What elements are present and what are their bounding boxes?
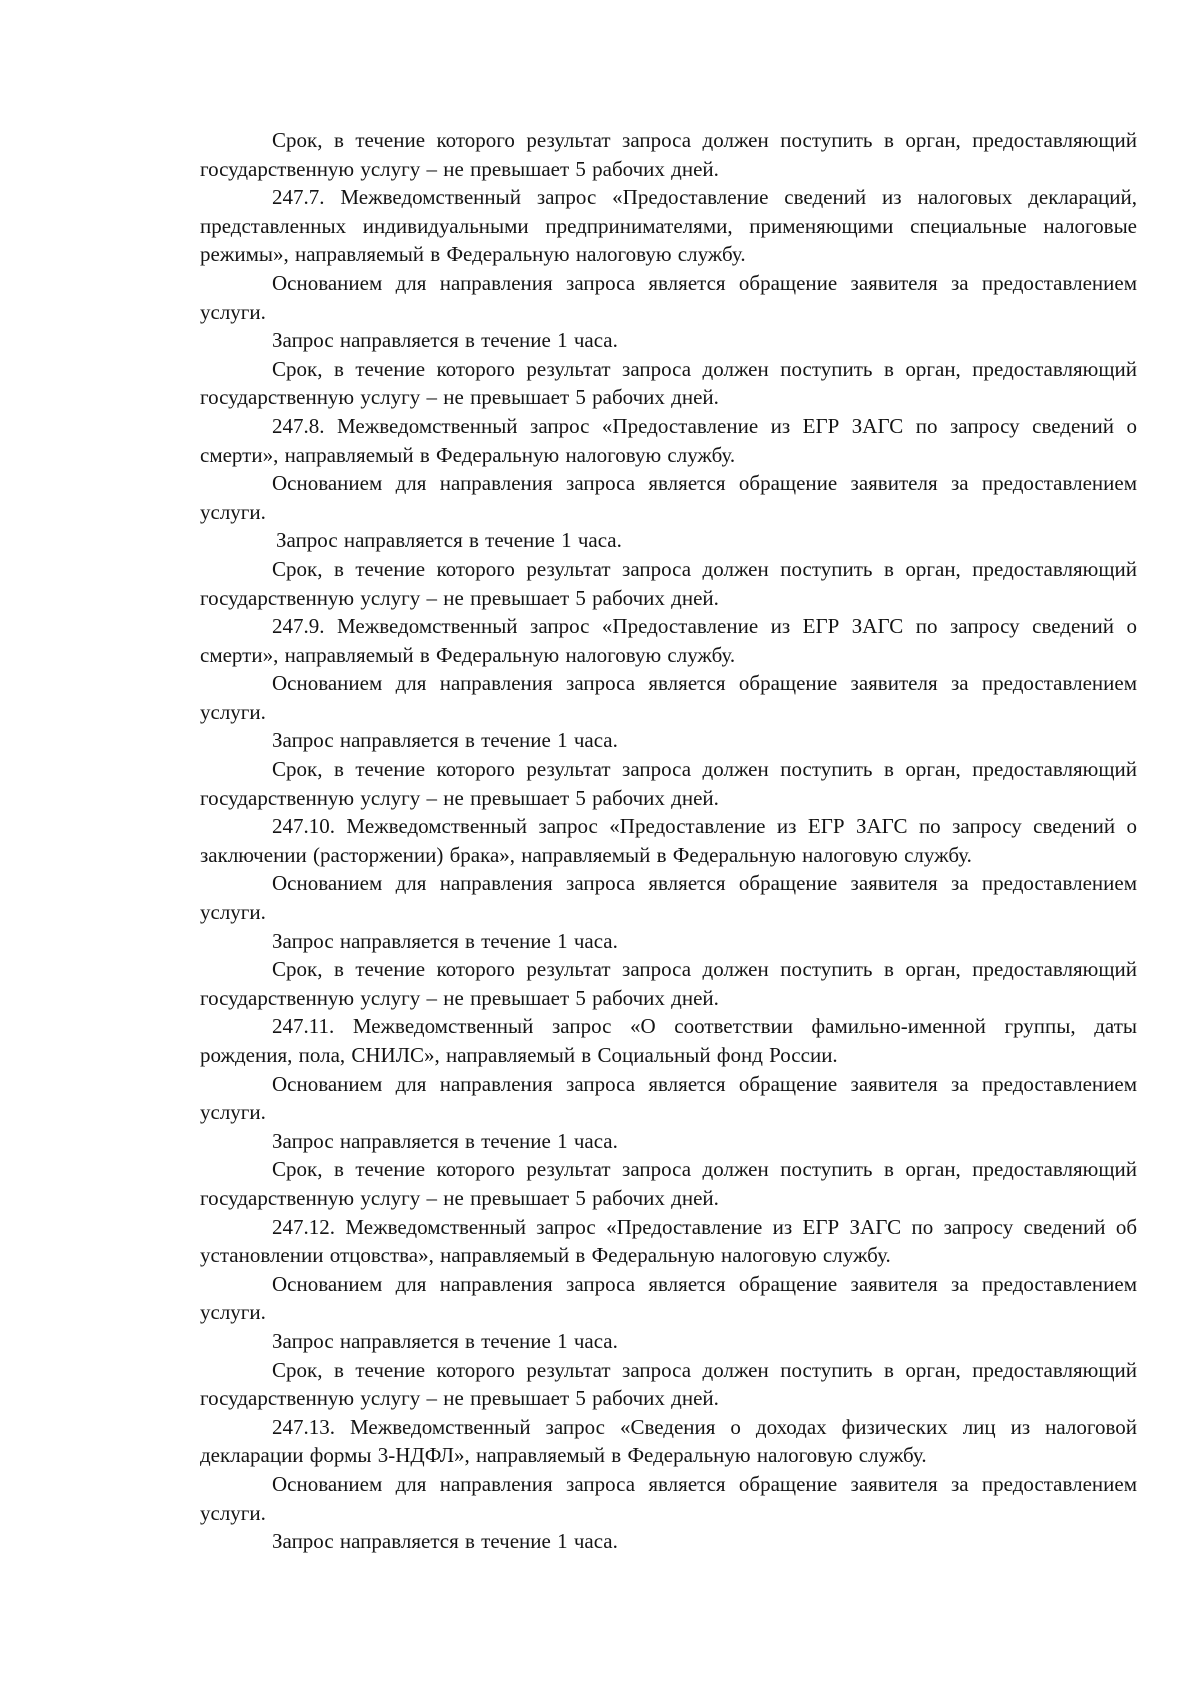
paragraph-basis: Основанием для направления запроса является обращение заявителя за предоставлением услуги.	[200, 1271, 1137, 1325]
paragraph-clause-247-9: 247.9. Межведомственный запрос «Предоставление из ЕГР ЗАГС по запросу сведений о смерти», направляемый в Федеральную налоговую службу.	[200, 614, 1137, 667]
paragraph-clause-247-7: 247.7. Межведомственный запрос «Предоставление сведений из налоговых деклараций, представленных индивидуальными предпринимателями, применяющими специальные налоговые режимы», направляемый в Федеральную налоговую службу.	[200, 185, 1137, 267]
paragraph-basis: Основанием для направления запроса является обращение заявителя за предоставлением услуги.	[200, 1071, 1137, 1125]
paragraph-send-time: Запрос направляется в течение 1 часа.	[272, 1529, 618, 1554]
paragraph-deadline: Срок, в течение которого результат запроса должен поступить в орган, предоставляющий государственную услугу – не превышает 5 рабочих дней.	[200, 757, 1137, 810]
paragraph-basis: Основанием для направления запроса является обращение заявителя за предоставлением услуги.	[200, 671, 1137, 724]
paragraph-deadline: Срок, в течение которого результат запроса должен поступить в орган, предоставляющий государственную услугу – не превышает 5 рабочих дней.	[200, 356, 1137, 410]
paragraph-clause-247-10: 247.10. Межведомственный запрос «Предоставление из ЕГР ЗАГС по запросу сведений о заключении (расторжении) брака», направляемый в Федеральную налоговую службу.	[200, 814, 1137, 867]
paragraph-clause-247-8: 247.8. Межведомственный запрос «Предоставление из ЕГР ЗАГС по запросу сведений о смерти», направляемый в Федеральную налоговую службу.	[200, 413, 1137, 467]
paragraph-clause-247-11: 247.11. Межведомственный запрос «О соответствии фамильно-именной группы, даты рождения, пола, СНИЛС», направляемый в Социальный фонд России.	[200, 1014, 1137, 1067]
paragraph-clause-247-13: 247.13. Межведомственный запрос «Сведения о доходах физических лиц из налоговой декларации формы 3-НДФЛ», направляемый в Федеральную налоговую службу.	[200, 1414, 1137, 1468]
paragraph-send-time: Запрос направляется в течение 1 часа.	[272, 928, 618, 953]
paragraph-send-time: Запрос направляется в течение 1 часа.	[276, 528, 622, 553]
paragraph-send-time: Запрос направляется в течение 1 часа.	[272, 328, 618, 353]
paragraph-send-time: Запрос направляется в течение 1 часа.	[272, 1328, 618, 1353]
paragraph-basis: Основанием для направления запроса является обращение заявителя за предоставлением услуги.	[200, 471, 1137, 524]
paragraph-deadline: Срок, в течение которого результат запроса должен поступить в орган, предоставляющий государственную услугу – не превышает 5 рабочих дней.	[200, 128, 1137, 181]
paragraph-basis: Основанием для направления запроса является обращение заявителя за предоставлением услуги.	[200, 871, 1137, 925]
paragraph-deadline: Срок, в течение которого результат запроса должен поступить в орган, предоставляющий государственную услугу – не превышает 5 рабочих дней.	[200, 1157, 1137, 1210]
document-body	[200, 126, 1137, 1556]
paragraph-clause-247-12: 247.12. Межведомственный запрос «Предоставление из ЕГР ЗАГС по запросу сведений об установлении отцовства», направляемый в Федеральную налоговую службу.	[200, 1214, 1137, 1268]
paragraph-send-time: Запрос направляется в течение 1 часа.	[272, 728, 618, 753]
paragraph-deadline: Срок, в течение которого результат запроса должен поступить в орган, предоставляющий государственную услугу – не превышает 5 рабочих дней.	[200, 556, 1137, 610]
paragraph-deadline: Срок, в течение которого результат запроса должен поступить в орган, предоставляющий государственную услугу – не превышает 5 рабочих дней.	[200, 1357, 1137, 1411]
paragraph-send-time: Запрос направляется в течение 1 часа.	[272, 1128, 618, 1153]
paragraph-deadline: Срок, в течение которого результат запроса должен поступить в орган, предоставляющий государственную услугу – не превышает 5 рабочих дней.	[200, 957, 1137, 1010]
paragraph-basis: Основанием для направления запроса является обращение заявителя за предоставлением услуги.	[200, 270, 1137, 324]
paragraph-basis: Основанием для направления запроса является обращение заявителя за предоставлением услуги.	[200, 1471, 1137, 1525]
